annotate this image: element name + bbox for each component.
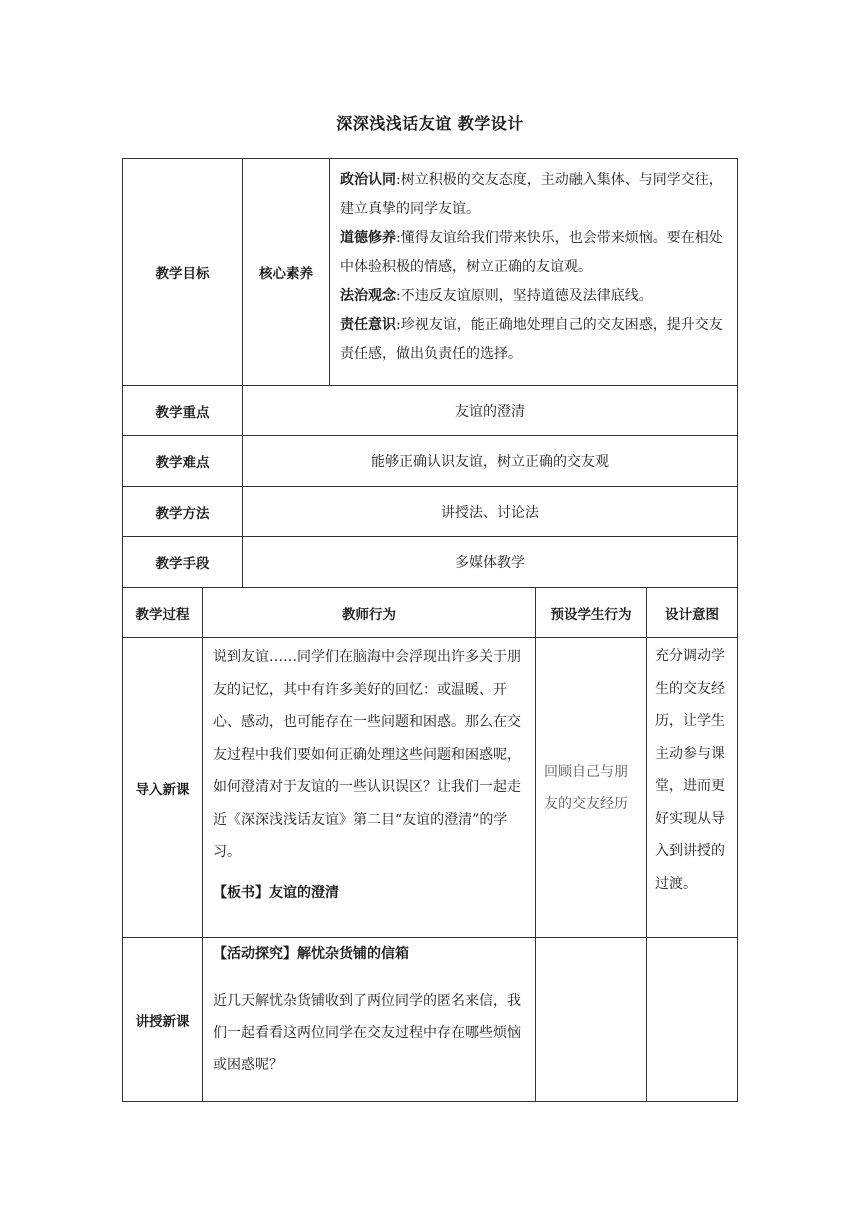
process-header-stage: 教学过程 [122,587,203,638]
intro-teacher-cell [202,637,536,938]
row-value-difficulty: 能够正确认识友谊，树立正确的交友观 [242,435,738,487]
lecture-stage-cell: 讲授新课 [122,937,203,1102]
row-value-means: 多媒体教学 [242,536,738,588]
row-label-method: 教学方法 [122,486,243,537]
lecture-teacher-text: 近几天解忧杂货铺收到了两位同学的匿名来信，我们一起看看这两位同学在交友过程中存在哪些烦恼或困惑呢？ [213,993,521,1073]
row-label-difficulty: 教学难点 [122,435,243,487]
row-label-key-point: 教学重点 [122,385,243,436]
document-title: 深深浅浅话友谊 教学设计 [336,114,524,133]
lecture-intent-cell [646,937,738,1102]
goals-label: 教学目标 [155,266,210,282]
intro-intent-cell [646,637,738,938]
process-header-student: 预设学生行为 [535,587,647,638]
intro-intent-text: 充分调动学生的交友经历，让学生主动参与课堂，进而更好实现从导入到讲授的过渡。 [655,648,725,892]
goal-political: 政治认同:树立积极的交友态度，主动融入集体、与同学交往，建立真挚的同学友谊。 [340,172,723,217]
row-label-means: 教学手段 [122,536,243,588]
intro-student-cell [535,637,647,938]
goal-law: 法治观念:不违反友谊原则，坚持道德及法律底线。 [340,288,653,304]
goal-moral: 道德修养:懂得友谊给我们带来快乐，也会带来烦恼。要在相处中体验积极的情感，树立正确的友谊观。 [340,230,723,275]
row-value-key-point: 友谊的澄清 [242,385,738,436]
process-header-teacher: 教师行为 [202,587,536,638]
row-value-method: 讲授法、讨论法 [242,486,738,537]
lecture-teacher-cell [202,937,536,1102]
goal-responsibility: 责任意识:珍视友谊，能正确地处理自己的交友困惑，提升交友责任感，做出负责任的选择。 [340,317,723,362]
intro-student-text: 回顾自己与朋友的交友经历 [544,763,628,812]
lecture-student-cell [535,937,647,1102]
goals-label-cell [122,158,243,386]
process-header-intent: 设计意图 [646,587,738,638]
activity-heading: 【活动探究】解忧杂货铺的信箱 [213,946,409,962]
goals-content-cell [329,158,738,386]
board-note: 【板书】友谊的澄清 [213,884,339,901]
intro-teacher-text: 说到友谊……同学们在脑海中会浮现出许多关于朋友的记忆，其中有许多美好的回忆：或温暖、开心、感动，也可能存在一些问题和困惑。那么在交友过程中我们要如何正确处理这些问题和困惑呢，如何澄清对于友谊的一些认识误区？让我们一起走近《深深浅浅话友谊》第二目“友谊的澄清”的学习。 [213,649,521,860]
intro-stage-cell: 导入新课 [122,637,203,938]
core-literacy-label-cell [242,158,330,386]
core-literacy-label: 核心素养 [259,266,313,282]
